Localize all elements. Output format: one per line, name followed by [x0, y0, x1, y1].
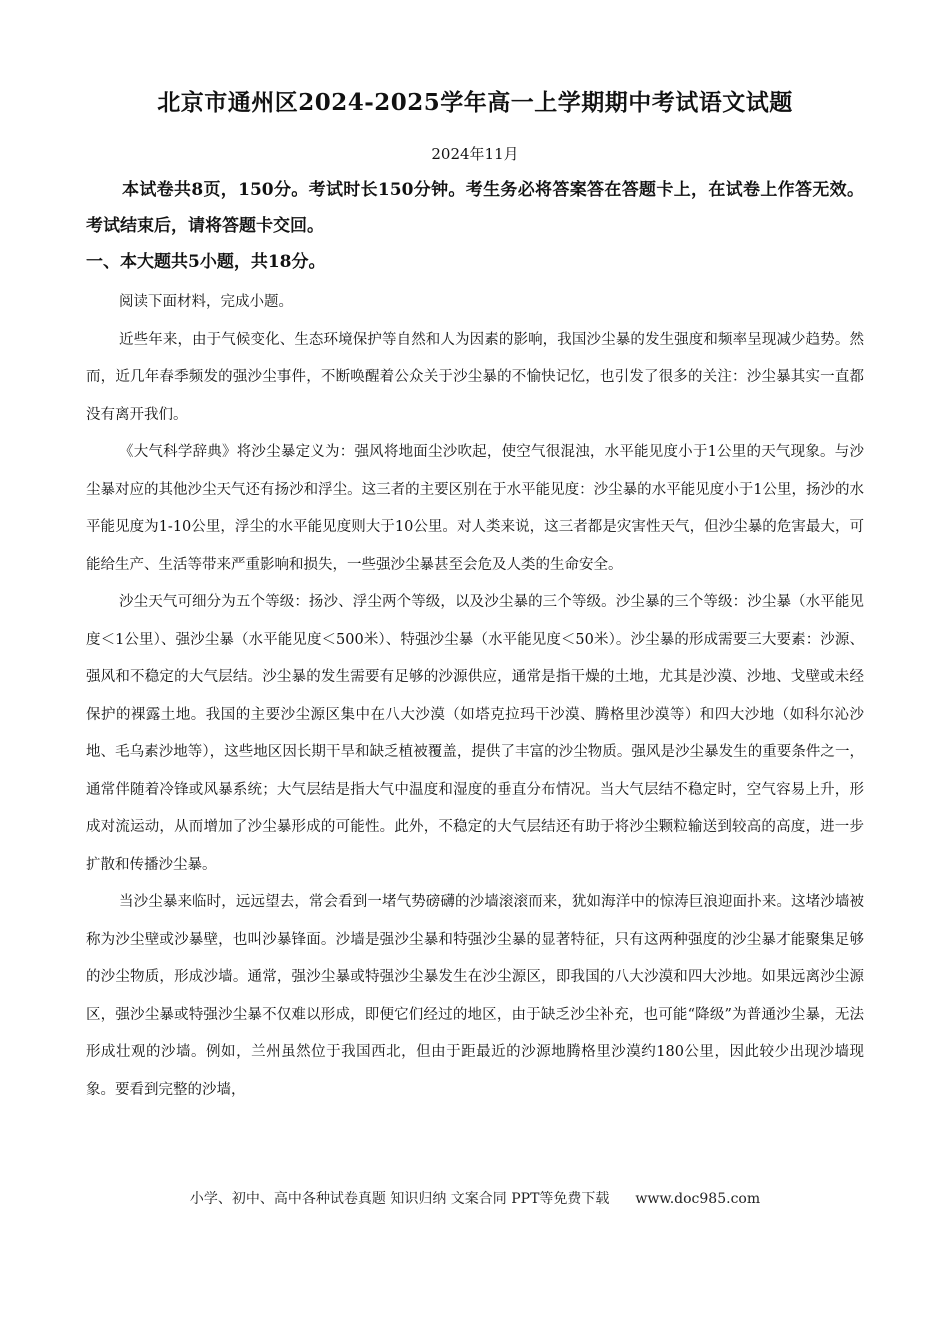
passage-paragraph-2: 《大气科学辞典》将沙尘暴定义为：强风将地面尘沙吹起，使空气很混浊，水平能见度小于1公里的天气现象。与沙尘暴对应的其他沙尘天气还有扬沙和浮尘。这三者的主要区别在于水平能见度：沙尘暴的水平能见度小于1公里，扬沙的水平能见度为1-10公里，浮尘的水平能见度则大于10公里。对人类来说，这三者都是灾害性天气，但沙尘暴的危害最大，可能给生产、生活等带来严重影响和损失，一些强沙尘暴甚至会危及人类的生命安全。	[86, 444, 864, 573]
passage-paragraph-1: 近些年来，由于气候变化、生态环境保护等自然和人为因素的影响，我国沙尘暴的发生强度和频率呈现减少趋势。然而，近几年春季频发的强沙尘事件，不断唤醒着公众关于沙尘暴的不愉快记忆，也引发了很多的关注：沙尘暴其实一直都没有离开我们。	[86, 331, 864, 423]
page-footer	[0, 1188, 950, 1208]
footer-url[interactable]: www.doc985.com	[635, 1191, 761, 1207]
exam-notice: 本试卷共8页，150分。考试时长150分钟。考生务必将答案答在答题卡上，在试卷上作答无效。考试结束后，请将答题卡交回。	[86, 180, 864, 236]
footer-promo-text: 小学、初中、高中各种试卷真题 知识归纳 文案合同 PPT等免费下载	[189, 1191, 610, 1207]
section-heading: 一、本大题共5小题，共18分。	[86, 252, 326, 272]
passage-paragraph-4: 当沙尘暴来临时，远远望去，常会看到一堵气势磅礴的沙墙滚滚而来，犹如海洋中的惊涛巨浪迎面扑来。这堵沙墙被称为沙尘壁或沙暴壁，也叫沙暴锋面。沙墙是强沙尘暴和特强沙尘暴的显著特征，只有这两种强度的沙尘暴才能聚集足够的沙尘物质，形成沙墙。通常，强沙尘暴或特强沙尘暴发生在沙尘源区，即我国的八大沙漠和四大沙地。如果远离沙尘源区，强沙尘暴或特强沙尘暴不仅难以形成，即便它们经过的地区，由于缺乏沙尘补充，也可能“降级”为普通沙尘暴，无法形成壮观的沙墙。例如，兰州虽然位于我国西北，但由于距最近的沙源地腾格里沙漠约180公里，因此较少出现沙墙现象。要看到完整的沙墙，	[86, 894, 864, 1098]
exam-date: 2024年11月	[431, 145, 519, 163]
instruction-paragraph: 阅读下面材料，完成小题。	[119, 294, 293, 310]
exam-title: 北京市通州区2024-2025学年高一上学期期中考试语文试题	[157, 89, 793, 116]
passage-paragraph-3: 沙尘天气可细分为五个等级：扬沙、浮尘两个等级，以及沙尘暴的三个等级。沙尘暴的三个等级：沙尘暴（水平能见度＜1公里）、强沙尘暴（水平能见度＜500米）、特强沙尘暴（水平能见度＜50米）。沙尘暴的形成需要三大要素：沙源、强风和不稳定的大气层结。沙尘暴的发生需要有足够的沙源供应，通常是指干燥的土地，尤其是沙漠、沙地、戈壁或未经保护的裸露土地。我国的主要沙尘源区集中在八大沙漠（如塔克拉玛干沙漠、腾格里沙漠等）和四大沙地（如科尔沁沙地、毛乌素沙地等），这些地区因长期干旱和缺乏植被覆盖，提供了丰富的沙尘物质。强风是沙尘暴发生的重要条件之一，通常伴随着冷锋或风暴系统；大气层结是指大气中温度和湿度的垂直分布情况。当大气层结不稳定时，空气容易上升，形成对流运动，从而增加了沙尘暴形成的可能性。此外，不稳定的大气层结还有助于将沙尘颗粒输送到较高的高度，进一步扩散和传播沙尘暴。	[86, 594, 864, 873]
reading-passage	[86, 284, 864, 1109]
